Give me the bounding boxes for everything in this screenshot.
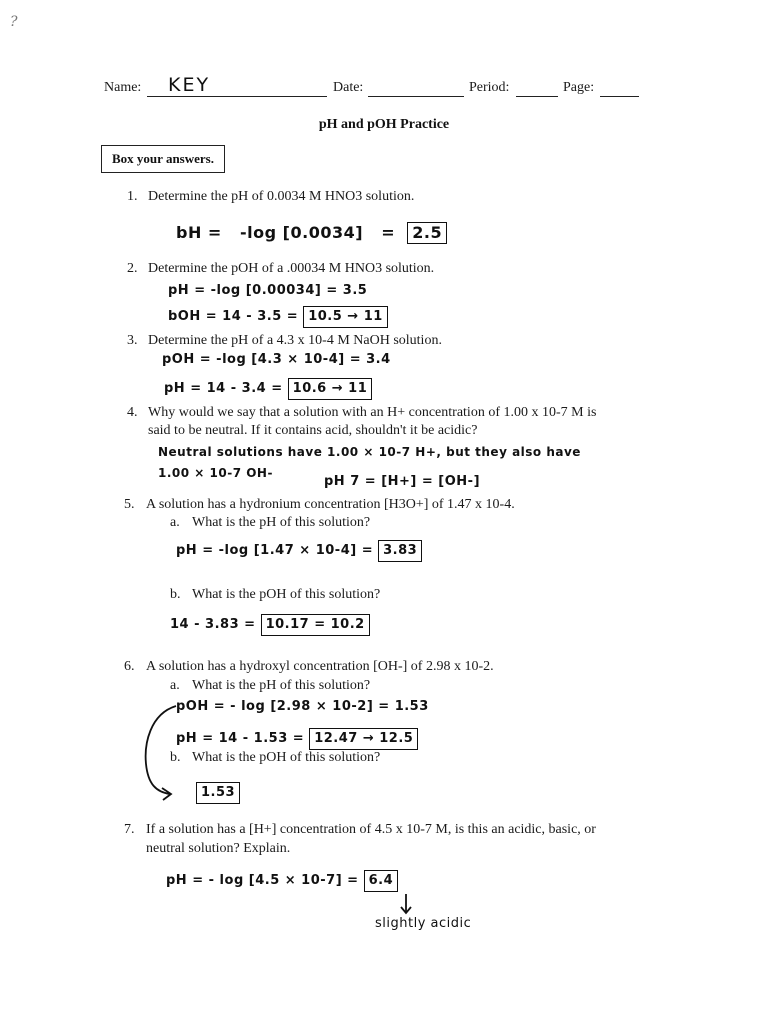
page-label: Page: xyxy=(563,80,595,95)
question-6-text: A solution has a hydroxyl concentration [OH-] of 2.98 x 10-2. xyxy=(146,659,494,674)
question-6b-answer: 1.53 xyxy=(196,782,240,804)
question-6a-letter: a. xyxy=(170,678,180,693)
question-3-answer: 10.6 → 11 xyxy=(288,378,373,400)
question-2-number: 2. xyxy=(127,261,138,276)
question-5a-text: What is the pH of this solution? xyxy=(192,515,371,530)
question-5b-letter: b. xyxy=(170,587,181,602)
question-6b-work xyxy=(196,782,240,804)
question-3-work-line-1: pOH = -log [4.3 × 10-4] = 3.4 xyxy=(162,352,391,367)
question-5b-work: 14 - 3.83 = 10.17 = 10.2 xyxy=(170,614,370,636)
question-5a-answer: 3.83 xyxy=(378,540,422,562)
down-arrow-icon xyxy=(396,892,416,916)
question-6a-work-line-2: pH = 14 - 1.53 = 12.47 → 12.5 xyxy=(176,728,418,750)
period-field xyxy=(516,78,558,97)
question-4-work-line-2: 1.00 × 10-7 OH- xyxy=(158,466,273,480)
question-5a-work: pH = -log [1.47 × 10-4] = 3.83 xyxy=(176,540,422,562)
question-2-work-line-2: bOH = 14 - 3.5 = 10.5 → 11 xyxy=(168,306,388,328)
question-2-text: Determine the pOH of a .00034 M HNO3 solution. xyxy=(148,261,435,276)
question-4-work-line-1: Neutral solutions have 1.00 × 10-7 H+, but they also have xyxy=(158,445,581,459)
date-label: Date: xyxy=(333,80,364,95)
question-1-text: Determine the pH of 0.0034 M HNO3 solution. xyxy=(148,189,415,204)
question-7-text-line-1: If a solution has a [H+] concentration of 4.5 x 10-7 M, is this an acidic, basic, or xyxy=(146,822,596,837)
page-title: pH and pOH Practice xyxy=(318,117,450,132)
question-5-number: 5. xyxy=(124,497,135,512)
question-7-number: 7. xyxy=(124,822,135,837)
question-6a-answer: 12.47 → 12.5 xyxy=(309,728,418,750)
question-2-work-line-1: pH = -log [0.00034] = 3.5 xyxy=(168,283,368,298)
question-5a-letter: a. xyxy=(170,515,180,530)
question-6a-work-line-1: pOH = - log [2.98 × 10-2] = 1.53 xyxy=(176,699,429,714)
question-6b-text: What is the pOH of this solution? xyxy=(192,750,381,765)
question-3-number: 3. xyxy=(127,333,138,348)
question-5-text: A solution has a hydronium concentration [H3O+] of 1.47 x 10-4. xyxy=(146,497,515,512)
question-4-number: 4. xyxy=(127,405,138,420)
question-7-work: pH = - log [4.5 × 10-7] = 6.4 xyxy=(166,870,398,892)
question-5b-text: What is the pOH of this solution? xyxy=(192,587,381,602)
page-field xyxy=(600,78,639,97)
question-5b-answer: 10.17 = 10.2 xyxy=(261,614,370,636)
question-6b-letter: b. xyxy=(170,750,181,765)
name-value: KEY xyxy=(168,74,211,96)
date-field xyxy=(368,78,464,97)
corner-mark: ? xyxy=(10,14,18,30)
period-label: Period: xyxy=(469,80,510,95)
question-7-text-line-2: neutral solution? Explain. xyxy=(146,841,291,856)
question-6a-text: What is the pH of this solution? xyxy=(192,678,371,693)
question-3-work-line-2: pH = 14 - 3.4 = 10.6 → 11 xyxy=(164,378,372,400)
question-4-work-line-3: pH 7 = [H+] = [OH-] xyxy=(324,474,481,489)
question-3-text: Determine the pH of a 4.3 x 10-4 M NaOH solution. xyxy=(148,333,442,348)
question-4-text-line-2: said to be neutral. If it contains acid, shouldn't it be acidic? xyxy=(148,423,478,438)
question-2-answer: 10.5 → 11 xyxy=(303,306,388,328)
question-1-answer: 2.5 xyxy=(407,222,447,244)
curved-arrow-icon xyxy=(140,694,200,804)
question-1-work: bH = -log [0.0034] = 2.5 xyxy=(176,222,447,244)
question-1-number: 1. xyxy=(127,189,138,204)
instruction-box: Box your answers. xyxy=(101,145,225,173)
question-6-number: 6. xyxy=(124,659,135,674)
question-7-answer: 6.4 xyxy=(364,870,399,892)
question-7-conclusion: slightly acidic xyxy=(375,916,472,931)
question-4-text-line-1: Why would we say that a solution with an H+ concentration of 1.00 x 10-7 M is xyxy=(148,405,597,420)
name-label: Name: xyxy=(104,80,142,95)
